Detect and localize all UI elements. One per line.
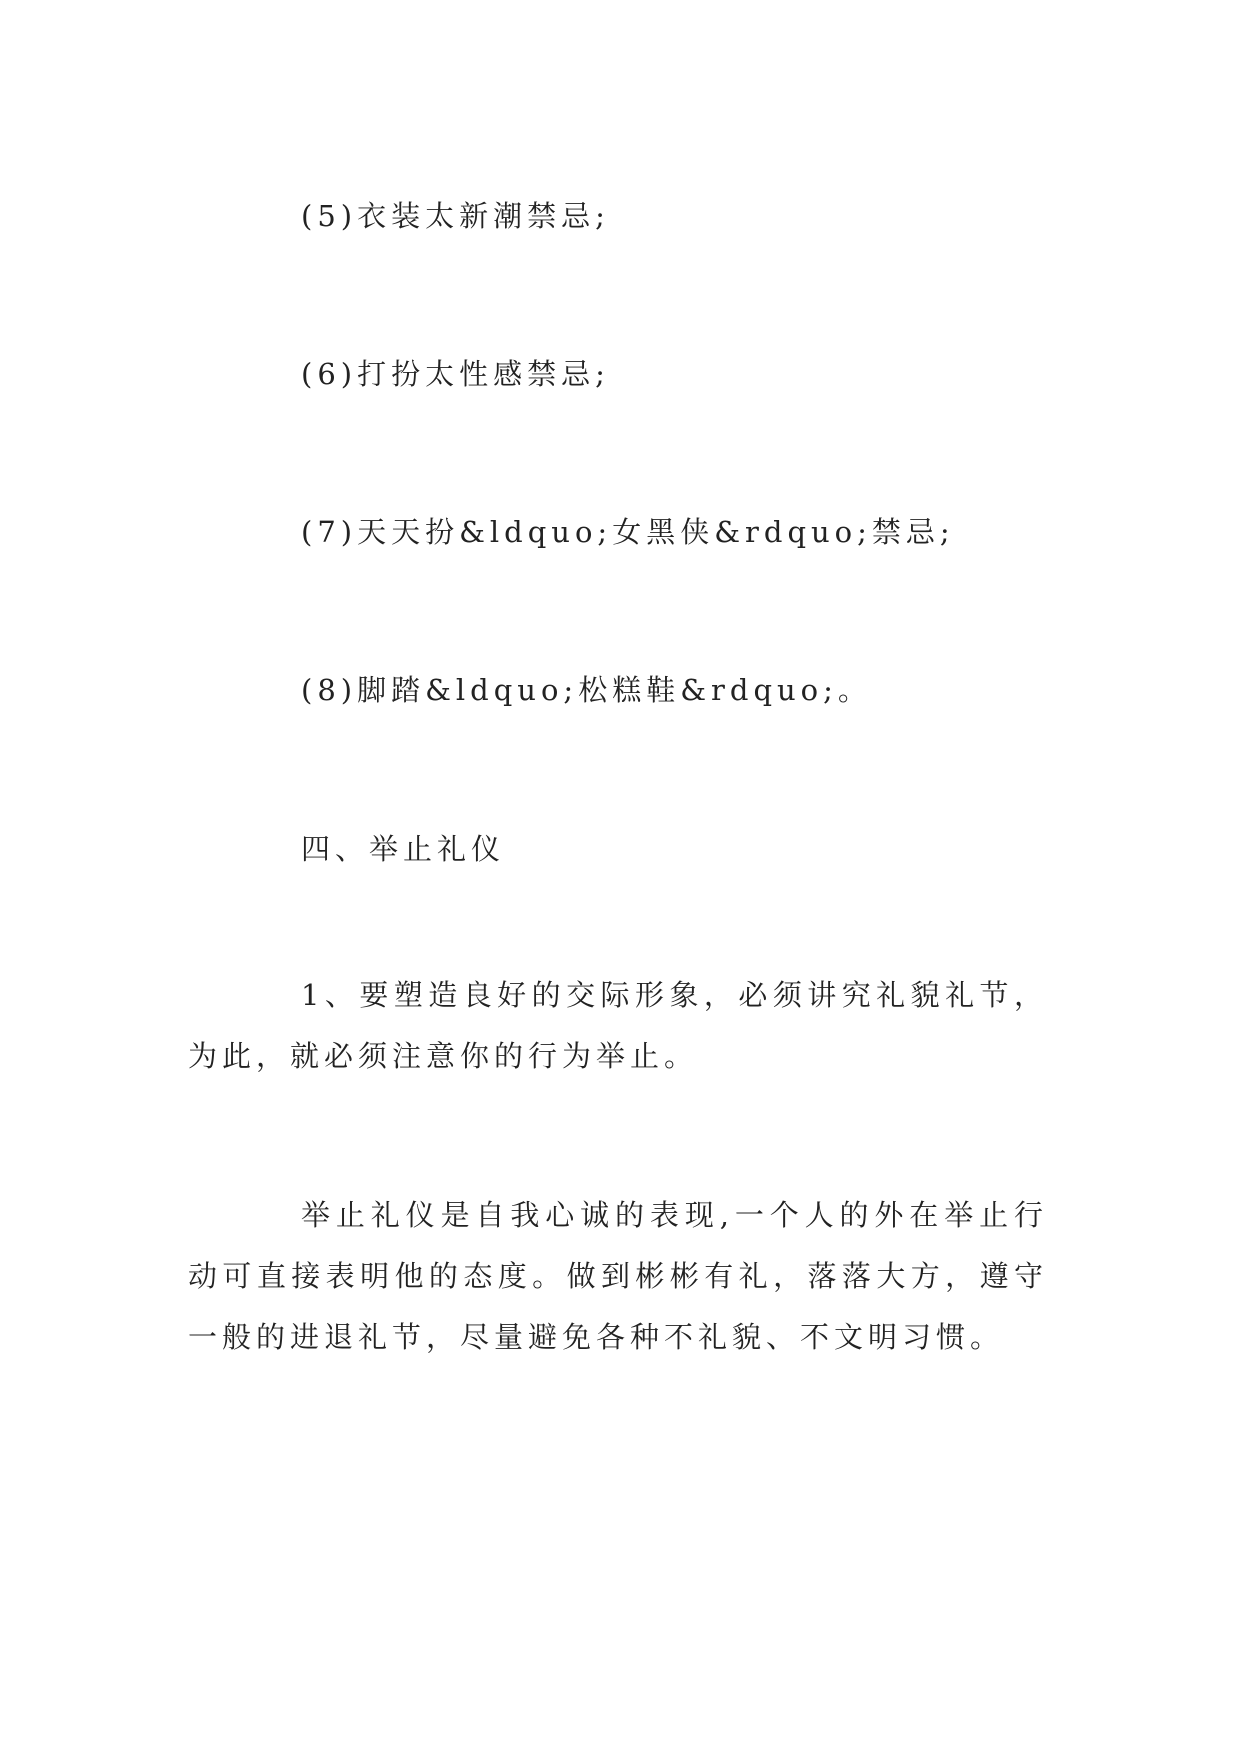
paragraph-2: 举止礼仪是自我心诚的表现,一个人的外在举止行动可直接表明他的态度。做到彬彬有礼，落落大方，遵守一般的进退礼节，尽量避免各种不礼貌、不文明习惯。 [188,1198,1048,1354]
list-item-6: (6)打扮太性感禁忌; [301,357,610,391]
list-item-8: (8)脚踏&ldquo;松糕鞋&rdquo;。 [301,673,872,707]
list-item-5: (5)衣装太新潮禁忌; [301,199,610,233]
paragraph-1: 1、要塑造良好的交际形象，必须讲究礼貌礼节，为此，就必须注意你的行为举止。 [188,978,1048,1073]
section-heading: 四、举止礼仪 [301,832,506,866]
list-item-7: (7)天天扮&ldquo;女黑侠&rdquo;禁忌; [301,515,955,549]
